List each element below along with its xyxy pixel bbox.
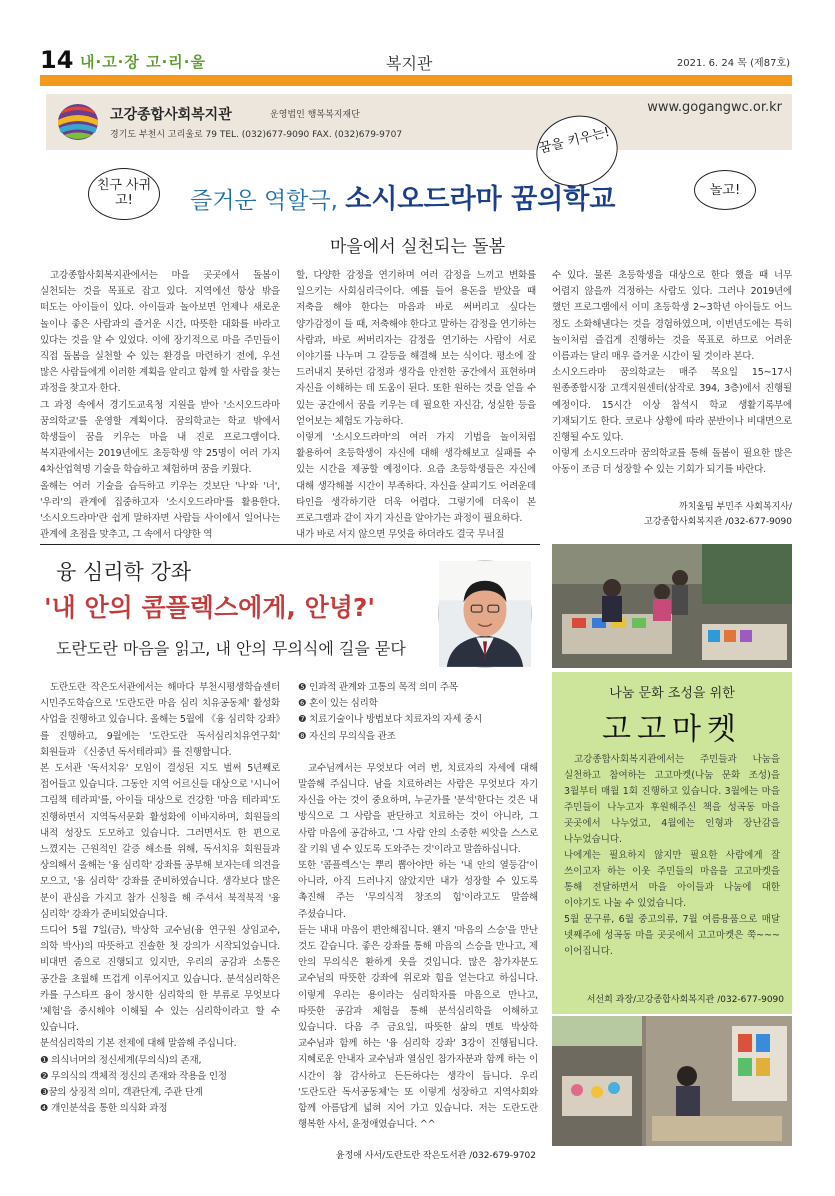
market-photo-bottom [552, 1016, 792, 1146]
article2-col1-text: 도란도란 작은도서관에서는 해마다 부천시평생학습센터 시민주도학습으로 '도란도란 마음 심리 치유공동체' 활성화 사업을 진행하고 있습니다. 올해는 5월에 《융 심리학 강좌》를 진행하고, 9월에는 '도란도란 독서심리치유연구회' 회원들과 《신중년 독서테라피》를 진행합니다. 본 도서관 '독서치유' 모임이 결성된 지도 벌써 5년째로 접어들고 있습니다. 그동안 지역 어르신들 대상으로 '시니어 그림책 테라피'를, 아이들 대상으로 건강한 '마음 테라피'도 진행하면서 지역독서문화 활성화에 이바지하며, 회원들의 내적 성장도 도모하고 있습니다. 그러면서도 한 편으로 느꼈지는 근원적인 갈증 해소를 위해, 독서치유 회원들과 상의해서 올해는 '융 심리학' 강좌를 공부해 보자는데 의견을 모으고, '융 심리학' 강좌를 준비하였습니다. 생각보다 많은 분이 관심을 가지고 참가 신청을 해 주셔서 북적북적 '융 심리학' 강좌가 준비되었습니다. 드디어 5월 7일(금), 박상학 교수님(융 연구원 상임교수, 의학 박사)의 따뜻하고 진솔한 첫 강의가 시작되었습니다. 비대면 줌으로 진행되고 있지만, 우리의 공감과 소통은 공간을 초월해 뜨겁게 이루어지고 있습니다. 분석심리학은 카를 구스타프 융이 창시한 심리학의 한 부류로 무엇보다 '체험'을 중시해야 이해될 수 있는 심리학이라고 할 수 있습니다. 분석심리학의 기본 전제에 대해 말씀해 주십니다. [40, 682, 281, 1050]
article1-byline: 까치울팀 부민주 사회복지사/ 고강종합사회복지관 /032-677-9090 [644, 502, 792, 527]
principle-item-1: ❶ 의식너머의 정신세계(무의식)의 존재, [40, 1054, 202, 1066]
article2-title: '내 안의 콤플렉스에게, 안녕?' [44, 593, 376, 622]
principle-item-5: ❺ 인과적 관계와 고통의 목적 의미 주목 [298, 682, 458, 693]
principle-item-8: ❽ 자신의 무의식을 관조 [298, 730, 396, 742]
article2-column-2 [298, 680, 538, 1140]
article2-subtitle: 도란도란 마음을 읽고, 내 안의 무의식에 길을 묻다 [56, 639, 406, 658]
org-sub: 운영법인 행복복지재단 [270, 110, 360, 120]
article2-kicker: 융 심리학 강좌 [56, 560, 192, 584]
principle-item-2: ❷ 무의식의 객체적 정신의 존재와 작용을 인정 [40, 1070, 227, 1082]
header-rule [40, 75, 792, 86]
section-title: 복지관 [386, 54, 433, 73]
speech-bubble-play: 놀고! [694, 170, 756, 210]
article1-column-2 [296, 268, 536, 541]
issue-date: 2021. 6. 24 목 (제87호) [676, 58, 790, 69]
org-logo-icon [56, 102, 100, 142]
market-byline: 서선희 과장/고강종합사회복지관 /032-677-9090 [586, 995, 784, 1005]
page-number: 14 [40, 46, 74, 74]
article2-col2-text: 교수님께서는 무엇보다 여러 번, 치료자의 자세에 대해 말씀해 주십니다. 남을 치료하려는 사람은 무엇보다 자기 자신을 아는 것이 중요하며, 누군가를 '분석'한다는 것은 내 방식으로 그 사람을 판단하고 치료하는 것이 아니라, 그 사람 마음에 공감하고, '그 사람 안의 소중한 씨앗을 스스로 잘 키워 낼 수 있도록 도와주는 것'이라고 말씀하십니다. 또한 '콤플렉스'는 뿌리 뽑아야만 하는 '내 안의 열등감'이 아니라, 아직 드러나지 않았지만 내가 성장할 수 있도록 촉진해 주는 '무의식적 창조의 힘'이라고도 말씀해 주셨습니다. 듣는 내내 마음이 편안해집니다. 왠지 '마음의 스승'을 만난 것도 같습니다. 좋은 강좌를 통해 마음의 스승을 만나고, 제 안의 무의식은 환하게 웃을 것입니다. 많은 참가자분도 교수님의 따뜻한 강좌에 위로와 힘을 얻는다고 하십니다. 이렇게 우리는 용이라는 심리학자를 마음으로 만나고, 따뜻한 공감과 체험을 통해 분석심리학을 이해하고 있습니다. 다음 주 금요일, 따뜻한 삶의 멘토 박상학 교수님과 함께 하는 '융 심리학 강좌' 3강이 진행됩니다. 지혜로운 안내자 교수님과 열심인 참가자분과 함께 하는 이 시간이 참 감사하고 든든하다는 생각이 듭니다. 우리 '도란도란 독서공동체'는 또 이렇게 성장하고 지역사회와 함께 아름답게 넓혀 지어 가고 있습니다. 저는 도란도란 행복한 사서, 윤정애였습니다. ^^ [298, 762, 538, 1131]
org-name: 고강종합사회복지관 [110, 107, 232, 123]
market-title: 고고마켓 [602, 712, 742, 747]
principle-item-7: ❼ 치료기술이나 방법보다 치료자의 자세 중시 [298, 714, 483, 726]
section-divider [40, 544, 540, 545]
article1-column-1 [40, 268, 280, 541]
article-headline [190, 177, 690, 213]
article2-byline: 윤정애 사서/도란도란 작은도서관 /032-679-9702 [335, 1151, 536, 1161]
speech-bubble-friends: 친구 사귀고! [88, 168, 160, 220]
org-address: 경기도 부천시 고리울로 79 TEL. (032)677-9090 FAX. (032)679-9707 [110, 130, 403, 140]
article1-col3-text: 수 있다. 물론 초등학생을 대상으로 한다 했을 때 너무 어렵지 않을까 걱정하는 사람도 있다. 그러나 2019년에 했던 프로그램에서 이미 초등학생 2~3학년 아이들도 어느 정도 소화해낸다는 것을 경험하였으며, 이번년도에는 특히 놀이처럼 즐겁게 진행하는 것을 목표로 하므로 어려운 이름과는 달리 매우 즐거운 시간이 될 것이라 본다. 소시오드라마 꿈의학교는 매주 목요일 15~17시 원종종합시장 고객지원센터(삼작로 394, 3층)에서 진행될 예정이다. 15시간 이상 참석시 학교 생활기록부에 기재되기도 한다. 코로나 상황에 따라 분반이나 비대면으로 진행될 수도 있다. 이렇게 소시오드라마 꿈의학교를 통해 돌봄이 필요한 많은 아동이 조금 더 성장할 수 있는 기회가 되기를 바란다. [552, 270, 792, 476]
article1-col2-text: 할, 다양한 감정을 연기하며 여러 감정을 느끼고 변화를 일으키는 사회심리극이다. 예를 들어 용돈을 받았을 때 저축을 해야 한다는 마음과 바로 써버리고 싶다는 양가감정이 들 때, 저축해야 한다고 말하는 감정을 연기하는 사람과, 바로 써버리자는 감정을 연기하는 사람이 서로 이야기를 나누며 그 갈등을 해결해 보는 식이다. 평소에 잘 드러내지 못하던 감정과 생각을 안전한 공간에서 표현하며 자신을 이해하는 데 도움이 된다. 또한 원하는 것을 얻을 수 있는 공간에서 꿈을 키우는 데 필요한 자신감, 성실한 등을 얻어보는 체험도 가능하다. 이렇게 '소시오드라마'의 여러 가지 기법을 놀이처럼 활용하여 초등학생이 자신에 대해 생각해보고 실패를 수 있는 시간을 제공할 예정이다. 요즘 초등학생들은 자신에 대해 생각해볼 시간이 부족하다. 자신을 살피기도 어려운데 타인을 생각하기란 더욱 어렵다. 그렇기에 더욱이 본 프로그램과 같이 자기 자신을 알아가는 과정이 필요하다. 내가 바로 서지 않으면 무엇을 하더라도 결국 무너질 [296, 270, 536, 541]
professor-portrait [438, 560, 532, 668]
market-photo-top [552, 544, 792, 668]
article-subheadline: 마을에서 실천되는 돌봄 [329, 237, 506, 257]
paper-name: 내·고·장 고·리·울 [80, 53, 206, 71]
market-kicker: 나눔 문화 조성을 위한 [609, 686, 735, 701]
org-banner [46, 94, 792, 150]
speech-bubble-dream: 꿈을 키우는! [529, 107, 625, 195]
gogo-market-box [552, 672, 792, 1014]
article1-column-3 [552, 268, 792, 498]
principle-item-4: ❹ 개인분석을 통한 의식화 과정 [40, 1103, 168, 1115]
principle-item-3: ❸꿈의 상징적 의미, 객관단계, 주관 단계 [40, 1087, 203, 1099]
article2-column-1 [40, 680, 281, 1115]
market-text: 고강종합사회복지관에서는 주민들과 나눔을 실천하고 참여하는 고고마켓(나눔 문화 조성)을 3월부터 매월 1회 진행하고 있습니다. 3월에는 마을 주민들이 나누고자 후원해주신 책을 성곡동 마을 곳곳에서 나누었고, 4월에는 인형과 장난감을 나누었습니다. 나에게는 필요하지 않지만 필요한 사람에게 잘 쓰이고자 하는 이웃 주민들의 마음을 고고마켓을 통해 전달하면서 마을 아이들과 나눔에 대한 이야기도 나눌 수 있었습니다. 5월 문구류, 6월 중고의류, 7월 여름용품으로 매달 넷째주에 성곡동 마을 곳곳에서 고고마켓은 쭉~~~이어집니다. [564, 754, 780, 957]
headline-lead: 즐거운 역할극, [190, 188, 338, 214]
headline-strong: 소시오드라마 꿈의학교 [345, 184, 616, 215]
org-url[interactable]: www.gogangwc.or.kr [647, 100, 782, 115]
article1-col1-text: 고강종합사회복지관에서는 마을 곳곳에서 돌봄이 실천되는 것을 목표로 잡고 있다. 지역에선 항상 밖을 떠도는 아이들이 있다. 아이들과 놀아보면 언제나 새로운 놀이나 좋은 사람과의 즐거운 시간, 따뜻한 대화를 바라고 있다는 것을 알 수 있었다. 이에 장기적으로 마을 주민들이 직접 돌봄을 실천할 수 있는 환경을 마련하기 전에, 우선 많은 사람들에게 이러한 계획을 알리고 함께 할 사람을 찾는 과정을 찾고자 한다. 그 과정 속에서 경기도교육청 지원을 받아 '소시오드라마 꿈의학교'를 운영할 계획이다. 꿈의학교는 학교 밖에서 학생들이 꿈을 키우는 마을 내 진로 프로그램이다. 복지관에서는 2019년에도 초등학생 약 25명이 여러 가지 4차산업혁명 기술을 학습하고 체험하며 꿈을 키웠다. 올해는 여러 기술을 습득하고 키우는 것보단 '나'와 '너', '우리'의 관계에 집중하고자 '소시오드라마'를 활용한다. '소시오드라마'란 쉽게 말하자면 사람들 사이에서 일어나는 관계에 초점을 맞추고, 그 속에서 다양한 역 [40, 270, 280, 541]
principle-item-6: ❻ 혼이 있는 심리학 [298, 698, 378, 710]
